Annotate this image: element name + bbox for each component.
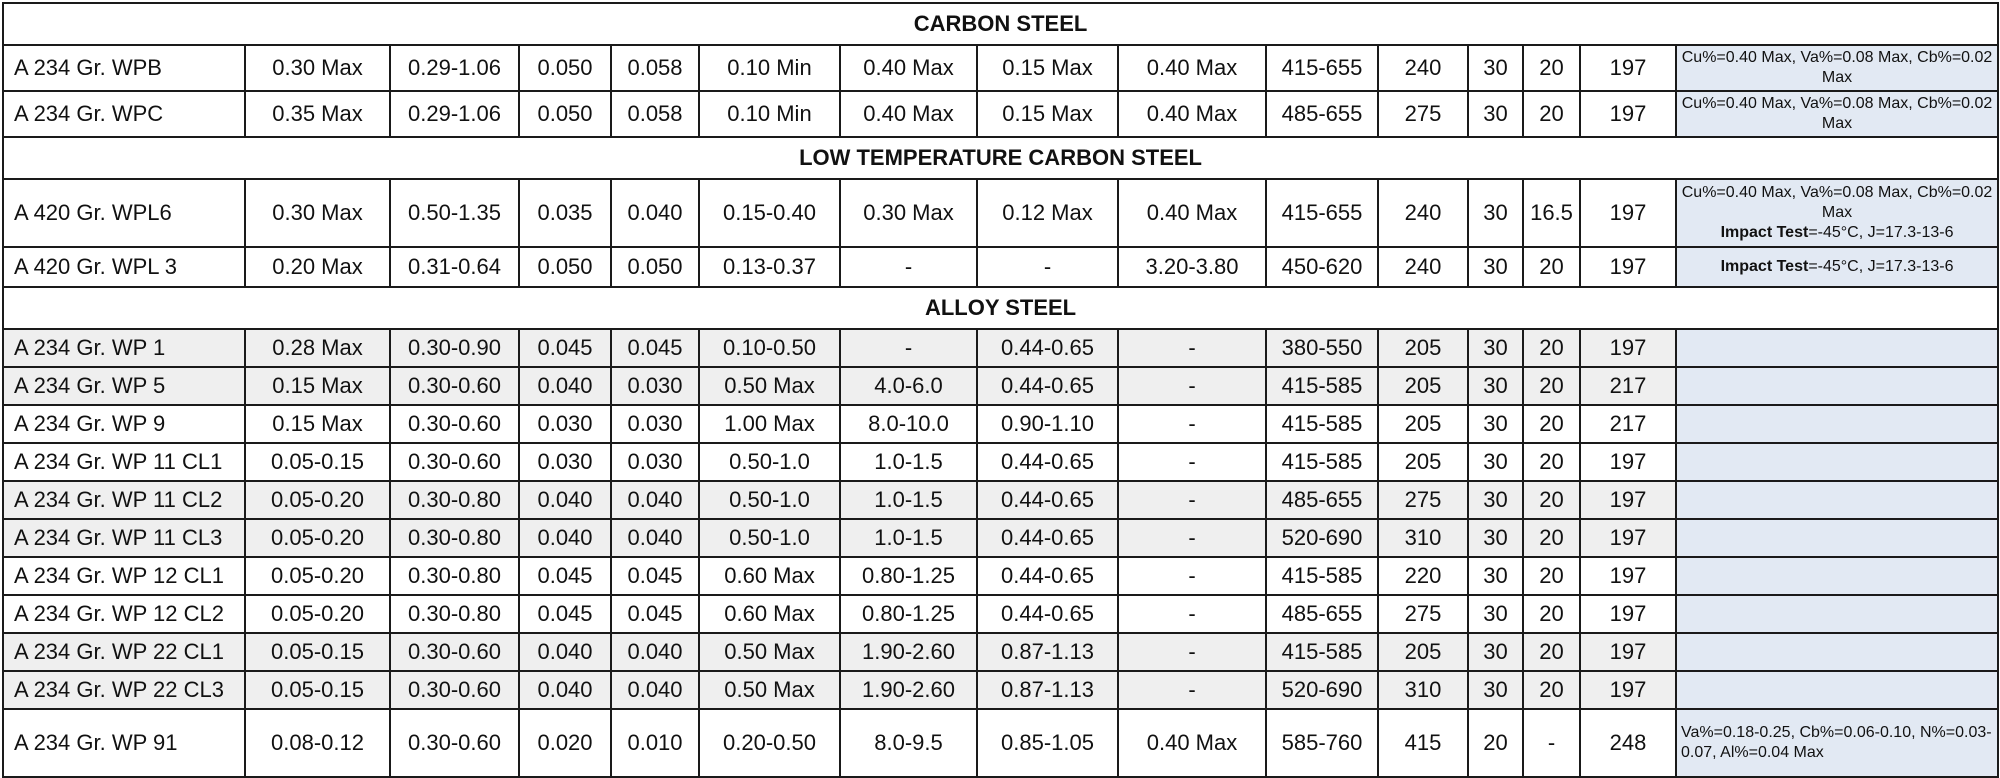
remarks-cell	[1676, 179, 1998, 247]
chromium-cell: 1.0-1.5	[840, 443, 977, 481]
hardness-cell: 197	[1580, 91, 1676, 137]
phosphorus-cell: 0.040	[519, 519, 611, 557]
impact-test-line	[1681, 257, 1993, 277]
table-row	[3, 367, 1998, 405]
nickel-cell: 0.40 Max	[1118, 45, 1266, 91]
hardness-cell: 197	[1580, 179, 1676, 247]
yield-strength-cell: 205	[1378, 443, 1468, 481]
sulfur-cell: 0.040	[611, 519, 699, 557]
section-header-row	[3, 137, 1998, 179]
silicon-cell: 0.60 Max	[699, 595, 840, 633]
molybdenum-cell: 0.44-0.65	[977, 557, 1118, 595]
tensile-strength-cell: 380-550	[1266, 329, 1378, 367]
sulfur-cell: 0.040	[611, 481, 699, 519]
carbon-cell: 0.05-0.20	[245, 481, 390, 519]
hardness-cell: 197	[1580, 45, 1676, 91]
molybdenum-cell: 0.44-0.65	[977, 519, 1118, 557]
phosphorus-cell: 0.040	[519, 367, 611, 405]
silicon-cell: 0.20-0.50	[699, 709, 840, 777]
grade-cell: A 234 Gr. WPB	[3, 45, 245, 91]
remarks-cell	[1676, 595, 1998, 633]
elongation-long-cell: 30	[1468, 329, 1523, 367]
section-title: LOW TEMPERATURE CARBON STEEL	[3, 137, 1998, 179]
tensile-strength-cell: 520-690	[1266, 671, 1378, 709]
remarks-cell	[1676, 671, 1998, 709]
elongation-long-cell: 30	[1468, 633, 1523, 671]
chromium-cell: 0.30 Max	[840, 179, 977, 247]
nickel-cell: -	[1118, 671, 1266, 709]
elongation-trans-cell: 20	[1523, 91, 1580, 137]
yield-strength-cell: 275	[1378, 595, 1468, 633]
molybdenum-cell: 0.90-1.10	[977, 405, 1118, 443]
hardness-cell: 248	[1580, 709, 1676, 777]
manganese-cell: 0.30-0.80	[390, 595, 519, 633]
phosphorus-cell: 0.050	[519, 91, 611, 137]
sulfur-cell: 0.040	[611, 179, 699, 247]
tensile-strength-cell: 485-655	[1266, 481, 1378, 519]
carbon-cell: 0.05-0.20	[245, 557, 390, 595]
elongation-trans-cell: 20	[1523, 595, 1580, 633]
chromium-cell: 4.0-6.0	[840, 367, 977, 405]
tensile-strength-cell: 415-585	[1266, 557, 1378, 595]
elongation-trans-cell: 20	[1523, 519, 1580, 557]
sulfur-cell: 0.010	[611, 709, 699, 777]
tensile-strength-cell: 415-585	[1266, 405, 1378, 443]
table-row	[3, 179, 1998, 247]
manganese-cell: 0.29-1.06	[390, 45, 519, 91]
table-row	[3, 709, 1998, 777]
nickel-cell: -	[1118, 481, 1266, 519]
elongation-long-cell: 30	[1468, 595, 1523, 633]
impact-test-value: =-45°C, J=17.3-13-6	[1808, 258, 1954, 275]
grade-cell: A 234 Gr. WP 5	[3, 367, 245, 405]
remarks-text: Cu%=0.40 Max, Va%=0.08 Max, Cb%=0.02 Max	[1681, 49, 1993, 86]
molybdenum-cell: 0.85-1.05	[977, 709, 1118, 777]
phosphorus-cell: 0.020	[519, 709, 611, 777]
phosphorus-cell: 0.030	[519, 405, 611, 443]
chromium-cell: 0.80-1.25	[840, 557, 977, 595]
carbon-cell: 0.05-0.15	[245, 671, 390, 709]
elongation-trans-cell: 20	[1523, 443, 1580, 481]
table-row	[3, 595, 1998, 633]
molybdenum-cell: 0.44-0.65	[977, 595, 1118, 633]
yield-strength-cell: 240	[1378, 247, 1468, 287]
manganese-cell: 0.30-0.80	[390, 481, 519, 519]
grade-cell: A 234 Gr. WP 11 CL1	[3, 443, 245, 481]
grade-cell: A 234 Gr. WP 91	[3, 709, 245, 777]
carbon-cell: 0.30 Max	[245, 179, 390, 247]
yield-strength-cell: 240	[1378, 45, 1468, 91]
remarks-cell	[1676, 481, 1998, 519]
molybdenum-cell: 0.15 Max	[977, 91, 1118, 137]
grade-cell: A 234 Gr. WP 22 CL1	[3, 633, 245, 671]
nickel-cell: -	[1118, 405, 1266, 443]
sulfur-cell: 0.045	[611, 557, 699, 595]
grade-cell: A 234 Gr. WP 11 CL2	[3, 481, 245, 519]
carbon-cell: 0.05-0.20	[245, 595, 390, 633]
phosphorus-cell: 0.045	[519, 557, 611, 595]
nickel-cell: -	[1118, 329, 1266, 367]
elongation-trans-cell: 20	[1523, 671, 1580, 709]
table-row	[3, 671, 1998, 709]
sulfur-cell: 0.058	[611, 91, 699, 137]
tensile-strength-cell: 450-620	[1266, 247, 1378, 287]
chromium-cell: 1.0-1.5	[840, 519, 977, 557]
nickel-cell: -	[1118, 595, 1266, 633]
manganese-cell: 0.30-0.60	[390, 443, 519, 481]
sulfur-cell: 0.045	[611, 329, 699, 367]
grade-cell: A 234 Gr. WPC	[3, 91, 245, 137]
carbon-cell: 0.05-0.20	[245, 519, 390, 557]
manganese-cell: 0.30-0.90	[390, 329, 519, 367]
elongation-long-cell: 30	[1468, 557, 1523, 595]
grade-cell: A 234 Gr. WP 11 CL3	[3, 519, 245, 557]
silicon-cell: 0.15-0.40	[699, 179, 840, 247]
tensile-strength-cell: 485-655	[1266, 91, 1378, 137]
manganese-cell: 0.31-0.64	[390, 247, 519, 287]
silicon-cell: 0.10 Min	[699, 91, 840, 137]
impact-test-label: Impact Test	[1720, 224, 1809, 241]
elongation-trans-cell: -	[1523, 709, 1580, 777]
silicon-cell: 0.50-1.0	[699, 519, 840, 557]
silicon-cell: 0.10-0.50	[699, 329, 840, 367]
yield-strength-cell: 415	[1378, 709, 1468, 777]
elongation-long-cell: 30	[1468, 519, 1523, 557]
sulfur-cell: 0.030	[611, 443, 699, 481]
carbon-cell: 0.28 Max	[245, 329, 390, 367]
grade-cell: A 420 Gr. WPL 3	[3, 247, 245, 287]
nickel-cell: 0.40 Max	[1118, 709, 1266, 777]
carbon-cell: 0.30 Max	[245, 45, 390, 91]
sulfur-cell: 0.058	[611, 45, 699, 91]
silicon-cell: 0.13-0.37	[699, 247, 840, 287]
remarks-cell	[1676, 329, 1998, 367]
table-row	[3, 405, 1998, 443]
chromium-cell: 8.0-10.0	[840, 405, 977, 443]
manganese-cell: 0.30-0.60	[390, 671, 519, 709]
phosphorus-cell: 0.045	[519, 595, 611, 633]
elongation-long-cell: 20	[1468, 709, 1523, 777]
manganese-cell: 0.50-1.35	[390, 179, 519, 247]
grade-cell: A 420 Gr. WPL6	[3, 179, 245, 247]
nickel-cell: 0.40 Max	[1118, 179, 1266, 247]
chromium-cell: -	[840, 247, 977, 287]
molybdenum-cell: 0.44-0.65	[977, 367, 1118, 405]
chromium-cell: 0.40 Max	[840, 45, 977, 91]
nickel-cell: -	[1118, 557, 1266, 595]
yield-strength-cell: 205	[1378, 633, 1468, 671]
silicon-cell: 0.60 Max	[699, 557, 840, 595]
hardness-cell: 197	[1580, 595, 1676, 633]
hardness-cell: 217	[1580, 405, 1676, 443]
hardness-cell: 197	[1580, 519, 1676, 557]
carbon-cell: 0.15 Max	[245, 405, 390, 443]
nickel-cell: -	[1118, 519, 1266, 557]
chromium-cell: 0.40 Max	[840, 91, 977, 137]
elongation-long-cell: 30	[1468, 481, 1523, 519]
phosphorus-cell: 0.050	[519, 45, 611, 91]
grade-cell: A 234 Gr. WP 22 CL3	[3, 671, 245, 709]
section-title: CARBON STEEL	[3, 3, 1998, 45]
phosphorus-cell: 0.040	[519, 633, 611, 671]
table-row	[3, 247, 1998, 287]
yield-strength-cell: 240	[1378, 179, 1468, 247]
material-spec-table	[2, 2, 1999, 778]
silicon-cell: 0.50 Max	[699, 633, 840, 671]
sulfur-cell: 0.030	[611, 405, 699, 443]
impact-test-value: =-45°C, J=17.3-13-6	[1808, 224, 1954, 241]
nickel-cell: -	[1118, 367, 1266, 405]
remarks-cell	[1676, 443, 1998, 481]
yield-strength-cell: 275	[1378, 91, 1468, 137]
sulfur-cell: 0.040	[611, 671, 699, 709]
section-header-row	[3, 287, 1998, 329]
remarks-text: Cu%=0.40 Max, Va%=0.08 Max, Cb%=0.02 Max	[1681, 184, 1993, 221]
yield-strength-cell: 205	[1378, 367, 1468, 405]
hardness-cell: 197	[1580, 329, 1676, 367]
hardness-cell: 197	[1580, 557, 1676, 595]
yield-strength-cell: 275	[1378, 481, 1468, 519]
tensile-strength-cell: 415-655	[1266, 179, 1378, 247]
molybdenum-cell: 0.15 Max	[977, 45, 1118, 91]
tensile-strength-cell: 520-690	[1266, 519, 1378, 557]
remarks-cell	[1676, 633, 1998, 671]
table-row	[3, 443, 1998, 481]
nickel-cell: 0.40 Max	[1118, 91, 1266, 137]
elongation-long-cell: 30	[1468, 179, 1523, 247]
elongation-trans-cell: 20	[1523, 329, 1580, 367]
yield-strength-cell: 205	[1378, 405, 1468, 443]
hardness-cell: 217	[1580, 367, 1676, 405]
yield-strength-cell: 220	[1378, 557, 1468, 595]
remarks-text: Va%=0.18-0.25, Cb%=0.06-0.10, N%=0.03-0.07, Al%=0.04 Max	[1681, 724, 1992, 761]
elongation-trans-cell: 20	[1523, 633, 1580, 671]
yield-strength-cell: 310	[1378, 519, 1468, 557]
remarks-cell	[1676, 247, 1998, 287]
elongation-trans-cell: 20	[1523, 557, 1580, 595]
table-row	[3, 557, 1998, 595]
silicon-cell: 0.50-1.0	[699, 443, 840, 481]
hardness-cell: 197	[1580, 633, 1676, 671]
molybdenum-cell: -	[977, 247, 1118, 287]
table-row	[3, 633, 1998, 671]
yield-strength-cell: 205	[1378, 329, 1468, 367]
manganese-cell: 0.29-1.06	[390, 91, 519, 137]
chromium-cell: 1.0-1.5	[840, 481, 977, 519]
elongation-trans-cell: 20	[1523, 405, 1580, 443]
table-row	[3, 481, 1998, 519]
elongation-long-cell: 30	[1468, 671, 1523, 709]
molybdenum-cell: 0.44-0.65	[977, 443, 1118, 481]
chromium-cell: 1.90-2.60	[840, 671, 977, 709]
carbon-cell: 0.08-0.12	[245, 709, 390, 777]
tensile-strength-cell: 585-760	[1266, 709, 1378, 777]
chromium-cell: 0.80-1.25	[840, 595, 977, 633]
manganese-cell: 0.30-0.60	[390, 367, 519, 405]
impact-test-line	[1681, 223, 1993, 243]
remarks-cell	[1676, 91, 1998, 137]
nickel-cell: -	[1118, 633, 1266, 671]
grade-cell: A 234 Gr. WP 12 CL1	[3, 557, 245, 595]
sulfur-cell: 0.045	[611, 595, 699, 633]
molybdenum-cell: 0.44-0.65	[977, 329, 1118, 367]
manganese-cell: 0.30-0.60	[390, 405, 519, 443]
remarks-cell	[1676, 519, 1998, 557]
carbon-cell: 0.35 Max	[245, 91, 390, 137]
molybdenum-cell: 0.87-1.13	[977, 633, 1118, 671]
hardness-cell: 197	[1580, 247, 1676, 287]
carbon-cell: 0.15 Max	[245, 367, 390, 405]
section-header-row	[3, 3, 1998, 45]
carbon-cell: 0.20 Max	[245, 247, 390, 287]
manganese-cell: 0.30-0.60	[390, 709, 519, 777]
remarks-cell	[1676, 367, 1998, 405]
tensile-strength-cell: 415-585	[1266, 443, 1378, 481]
remarks-text: Cu%=0.40 Max, Va%=0.08 Max, Cb%=0.02 Max	[1681, 95, 1993, 132]
silicon-cell: 1.00 Max	[699, 405, 840, 443]
molybdenum-cell: 0.87-1.13	[977, 671, 1118, 709]
table-row	[3, 45, 1998, 91]
grade-cell: A 234 Gr. WP 12 CL2	[3, 595, 245, 633]
elongation-long-cell: 30	[1468, 247, 1523, 287]
table-row	[3, 519, 1998, 557]
phosphorus-cell: 0.040	[519, 481, 611, 519]
phosphorus-cell: 0.050	[519, 247, 611, 287]
elongation-trans-cell: 20	[1523, 481, 1580, 519]
grade-cell: A 234 Gr. WP 9	[3, 405, 245, 443]
table-row	[3, 91, 1998, 137]
yield-strength-cell: 310	[1378, 671, 1468, 709]
chromium-cell: -	[840, 329, 977, 367]
silicon-cell: 0.10 Min	[699, 45, 840, 91]
phosphorus-cell: 0.030	[519, 443, 611, 481]
elongation-long-cell: 30	[1468, 367, 1523, 405]
elongation-trans-cell: 16.5	[1523, 179, 1580, 247]
manganese-cell: 0.30-0.60	[390, 633, 519, 671]
elongation-trans-cell: 20	[1523, 45, 1580, 91]
tensile-strength-cell: 415-585	[1266, 633, 1378, 671]
chromium-cell: 8.0-9.5	[840, 709, 977, 777]
tensile-strength-cell: 485-655	[1266, 595, 1378, 633]
hardness-cell: 197	[1580, 671, 1676, 709]
remarks-cell	[1676, 557, 1998, 595]
phosphorus-cell: 0.035	[519, 179, 611, 247]
molybdenum-cell: 0.12 Max	[977, 179, 1118, 247]
remarks-cell	[1676, 709, 1998, 777]
nickel-cell: 3.20-3.80	[1118, 247, 1266, 287]
grade-cell: A 234 Gr. WP 1	[3, 329, 245, 367]
elongation-trans-cell: 20	[1523, 367, 1580, 405]
sulfur-cell: 0.050	[611, 247, 699, 287]
manganese-cell: 0.30-0.80	[390, 519, 519, 557]
remarks-cell	[1676, 405, 1998, 443]
sulfur-cell: 0.030	[611, 367, 699, 405]
remarks-cell	[1676, 45, 1998, 91]
manganese-cell: 0.30-0.80	[390, 557, 519, 595]
elongation-long-cell: 30	[1468, 443, 1523, 481]
tensile-strength-cell: 415-585	[1266, 367, 1378, 405]
molybdenum-cell: 0.44-0.65	[977, 481, 1118, 519]
nickel-cell: -	[1118, 443, 1266, 481]
silicon-cell: 0.50-1.0	[699, 481, 840, 519]
sulfur-cell: 0.040	[611, 633, 699, 671]
silicon-cell: 0.50 Max	[699, 671, 840, 709]
elongation-long-cell: 30	[1468, 45, 1523, 91]
elongation-long-cell: 30	[1468, 405, 1523, 443]
elongation-trans-cell: 20	[1523, 247, 1580, 287]
impact-test-label: Impact Test	[1720, 258, 1809, 275]
hardness-cell: 197	[1580, 481, 1676, 519]
silicon-cell: 0.50 Max	[699, 367, 840, 405]
carbon-cell: 0.05-0.15	[245, 633, 390, 671]
elongation-long-cell: 30	[1468, 91, 1523, 137]
tensile-strength-cell: 415-655	[1266, 45, 1378, 91]
chromium-cell: 1.90-2.60	[840, 633, 977, 671]
table-row	[3, 329, 1998, 367]
carbon-cell: 0.05-0.15	[245, 443, 390, 481]
hardness-cell: 197	[1580, 443, 1676, 481]
phosphorus-cell: 0.040	[519, 671, 611, 709]
phosphorus-cell: 0.045	[519, 329, 611, 367]
section-title: ALLOY STEEL	[3, 287, 1998, 329]
